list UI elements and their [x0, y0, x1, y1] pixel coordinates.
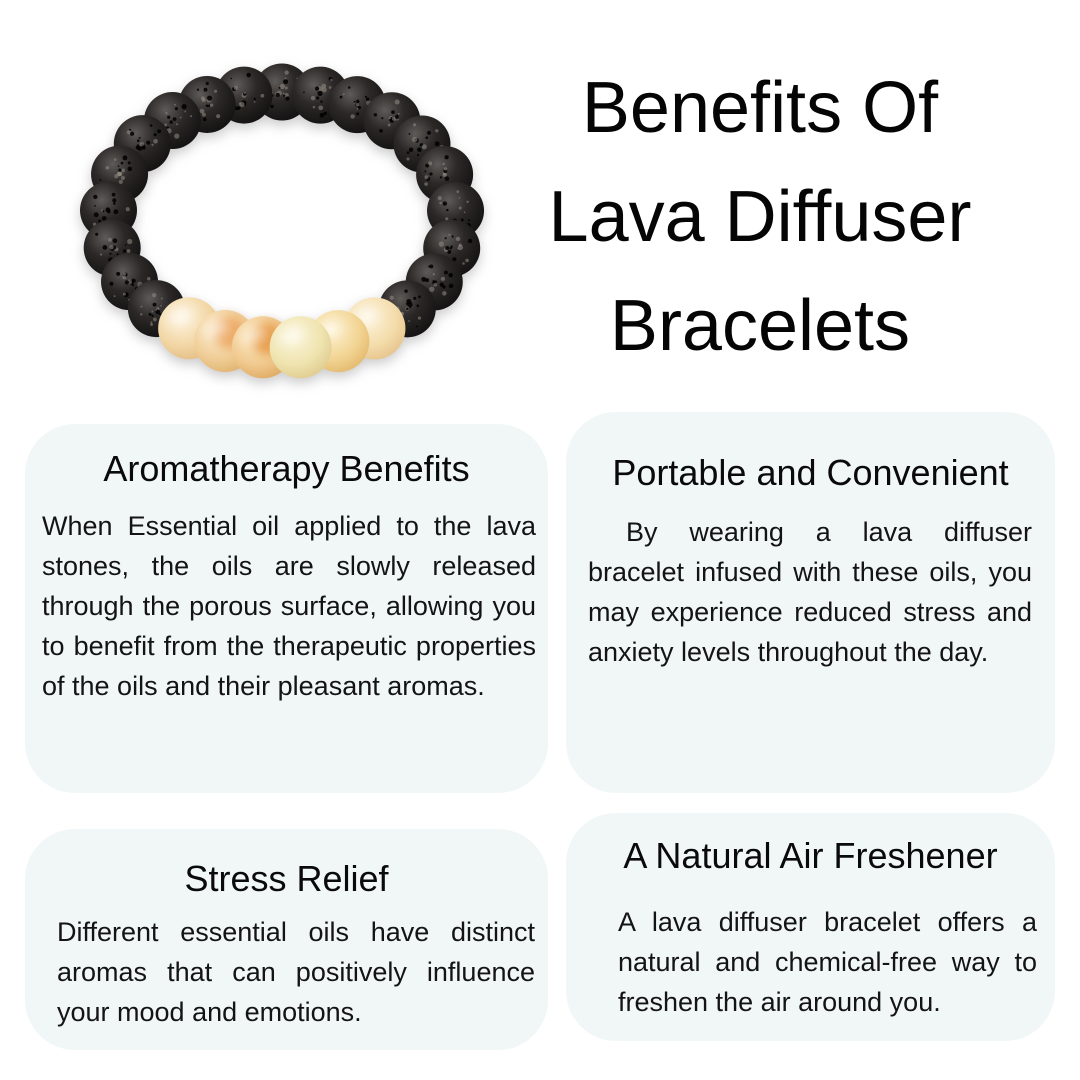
card-body: By wearing a lava diffuser bracelet infused with these oils, you may experience reduced stress and anxiety levels throughout the day.	[588, 517, 1032, 667]
page-title-line: Bracelets	[609, 286, 911, 366]
page-title-line: Lava Diffuser	[548, 177, 972, 257]
benefit-card-aromatherapy	[25, 424, 548, 793]
benefit-card-portable	[566, 412, 1055, 793]
card-title: Portable and Convenient	[612, 452, 1009, 493]
card-title: Stress Relief	[184, 858, 389, 899]
bracelet-photo	[40, 28, 520, 400]
benefit-card-stress-relief	[25, 829, 548, 1050]
page-title	[495, 54, 1025, 381]
card-body: A lava diffuser bracelet offers a natural and chemical-free way to freshen the air around you.	[618, 907, 1037, 1017]
benefit-card-air-freshener	[566, 813, 1055, 1041]
page-title-line: Benefits Of	[581, 68, 939, 148]
card-body: When Essential oil applied to the lava stones, the oils are slowly released through the porous surface, allowing you to benefit from the therapeutic properties of the oils and their pleasant aromas.	[42, 511, 536, 701]
card-body: Different essential oils have distinct aromas that can positively influence your mood and emotions.	[57, 917, 535, 1027]
card-title: A Natural Air Freshener	[623, 835, 998, 876]
card-title: Aromatherapy Benefits	[103, 448, 470, 489]
